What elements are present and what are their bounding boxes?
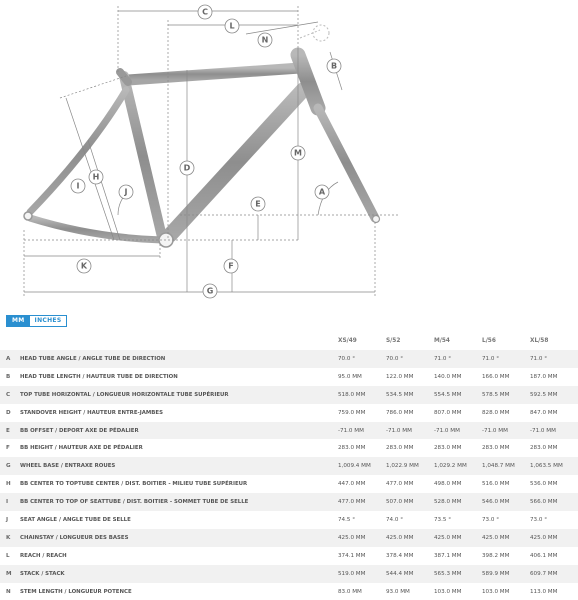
- unit-mm-button[interactable]: MM: [7, 316, 30, 326]
- row-value: 425.0 MM: [338, 529, 386, 547]
- table-header-row: [0, 332, 578, 350]
- row-measurement-name: STACK / STACK: [20, 565, 338, 583]
- row-value: 95.0 MM: [338, 368, 386, 386]
- row-value: 140.0 MM: [434, 368, 482, 386]
- svg-text:M: M: [294, 148, 302, 158]
- row-value: 578.5 MM: [482, 386, 530, 404]
- table-row: [0, 529, 578, 547]
- row-value: 283.0 MM: [386, 439, 434, 457]
- row-measurement-name: REACH / REACH: [20, 547, 338, 565]
- label-d: [180, 161, 194, 175]
- row-letter: E: [0, 422, 20, 440]
- label-e: [251, 197, 265, 211]
- label-c: [198, 5, 212, 19]
- row-value: 498.0 MM: [434, 475, 482, 493]
- label-n: [258, 33, 272, 47]
- row-value: 516.0 MM: [482, 475, 530, 493]
- rear-dropout: [24, 212, 32, 220]
- header-size: S/52: [386, 338, 401, 344]
- table-row: [0, 583, 578, 600]
- row-value: 566.0 MM: [530, 493, 578, 511]
- table-row: [0, 404, 578, 422]
- row-value: 519.0 MM: [338, 565, 386, 583]
- svg-text:C: C: [202, 7, 208, 17]
- row-letter: J: [0, 511, 20, 529]
- row-value: 477.0 MM: [338, 493, 386, 511]
- table-row: [0, 368, 578, 386]
- row-value: 166.0 MM: [482, 368, 530, 386]
- label-h: [89, 170, 103, 184]
- row-value: 554.5 MM: [434, 386, 482, 404]
- header-size: XL/58: [530, 338, 549, 344]
- row-measurement-name: STEM LENGTH / LONGUEUR POTENCE: [20, 583, 338, 600]
- header-size: XS/49: [338, 338, 357, 344]
- row-value: 93.0 MM: [386, 583, 434, 600]
- label-j: [119, 185, 133, 199]
- row-value: 71.0 °: [482, 350, 530, 368]
- header-name: [20, 332, 338, 350]
- row-measurement-name: CHAINSTAY / LONGUEUR DES BASES: [20, 529, 338, 547]
- header-size: L/56: [482, 338, 496, 344]
- svg-text:L: L: [229, 21, 235, 31]
- label-l: [225, 19, 239, 33]
- row-value: 546.0 MM: [482, 493, 530, 511]
- row-value: -71.0 MM: [530, 422, 578, 440]
- row-value: 122.0 MM: [386, 368, 434, 386]
- row-letter: B: [0, 368, 20, 386]
- row-letter: A: [0, 350, 20, 368]
- table-row: [0, 350, 578, 368]
- label-f: [224, 259, 238, 273]
- row-value: 425.0 MM: [530, 529, 578, 547]
- row-measurement-name: STANDOVER HEIGHT / HAUTEUR ENTRE-JAMBES: [20, 404, 338, 422]
- row-value: 374.1 MM: [338, 547, 386, 565]
- geometry-table: [0, 332, 578, 600]
- row-value: 1,048.7 MM: [482, 457, 530, 475]
- row-value: 74.0 °: [386, 511, 434, 529]
- row-value: 70.0 °: [386, 350, 434, 368]
- table-row: [0, 475, 578, 493]
- row-measurement-name: BB HEIGHT / HAUTEUR AXE DE PÉDALIER: [20, 439, 338, 457]
- row-value: -71.0 MM: [434, 422, 482, 440]
- row-value: 283.0 MM: [338, 439, 386, 457]
- row-letter: I: [0, 493, 20, 511]
- table-row: [0, 565, 578, 583]
- row-value: 398.2 MM: [482, 547, 530, 565]
- row-value: 406.1 MM: [530, 547, 578, 565]
- label-b: [327, 59, 341, 73]
- row-letter: F: [0, 439, 20, 457]
- row-letter: N: [0, 583, 20, 600]
- row-measurement-name: HEAD TUBE LENGTH / HAUTEUR TUBE DE DIRECTION: [20, 368, 338, 386]
- row-value: 103.0 MM: [434, 583, 482, 600]
- row-value: 536.0 MM: [530, 475, 578, 493]
- row-value: 83.0 MM: [338, 583, 386, 600]
- svg-text:N: N: [261, 35, 269, 45]
- row-letter: K: [0, 529, 20, 547]
- geometry-table-body: [0, 350, 578, 600]
- unit-toggle: [6, 315, 67, 327]
- label-k: [77, 259, 91, 273]
- row-value: 1,063.5 MM: [530, 457, 578, 475]
- row-value: 518.0 MM: [338, 386, 386, 404]
- row-letter: L: [0, 547, 20, 565]
- unit-inches-button[interactable]: INCHES: [30, 316, 67, 326]
- row-value: 759.0 MM: [338, 404, 386, 422]
- row-value: -71.0 MM: [338, 422, 386, 440]
- row-value: 74.5 °: [338, 511, 386, 529]
- header-letter: [0, 332, 20, 350]
- row-value: 1,029.2 MM: [434, 457, 482, 475]
- row-measurement-name: BB CENTER TO TOPTUBE CENTER / DIST. BOITIER - MILIEU TUBE SUPÉRIEUR: [20, 475, 338, 493]
- row-measurement-name: TOP TUBE HORIZONTAL / LONGUEUR HORIZONTALE TUBE SUPÉRIEUR: [20, 386, 338, 404]
- row-value: -71.0 MM: [482, 422, 530, 440]
- row-value: 113.0 MM: [530, 583, 578, 600]
- row-value: 565.3 MM: [434, 565, 482, 583]
- svg-text:E: E: [255, 199, 261, 209]
- row-value: 425.0 MM: [386, 529, 434, 547]
- row-measurement-name: SEAT ANGLE / ANGLE TUBE DE SELLE: [20, 511, 338, 529]
- svg-text:K: K: [80, 261, 88, 271]
- table-row: [0, 457, 578, 475]
- row-measurement-name: BB CENTER TO TOP OF SEATTUBE / DIST. BOITIER - SOMMET TUBE DE SELLE: [20, 493, 338, 511]
- svg-text:B: B: [330, 61, 338, 71]
- row-letter: H: [0, 475, 20, 493]
- row-value: 73.0 °: [530, 511, 578, 529]
- svg-text:A: A: [318, 187, 326, 197]
- row-value: 507.0 MM: [386, 493, 434, 511]
- row-value: 847.0 MM: [530, 404, 578, 422]
- svg-text:J: J: [124, 187, 128, 197]
- svg-text:H: H: [92, 172, 100, 182]
- label-g: [203, 284, 217, 298]
- table-row: [0, 493, 578, 511]
- header-size: M/54: [434, 338, 450, 344]
- handlebar-guide: [313, 25, 329, 41]
- front-dropout: [373, 216, 380, 223]
- row-measurement-name: WHEEL BASE / ENTRAXE ROUES: [20, 457, 338, 475]
- row-value: 786.0 MM: [386, 404, 434, 422]
- svg-text:F: F: [228, 261, 234, 271]
- row-measurement-name: BB OFFSET / DEPORT AXE DE PÉDALIER: [20, 422, 338, 440]
- row-value: 71.0 °: [434, 350, 482, 368]
- table-row: [0, 547, 578, 565]
- row-value: 425.0 MM: [482, 529, 530, 547]
- row-value: 103.0 MM: [482, 583, 530, 600]
- row-value: 589.9 MM: [482, 565, 530, 583]
- row-letter: D: [0, 404, 20, 422]
- row-value: 387.1 MM: [434, 547, 482, 565]
- row-letter: C: [0, 386, 20, 404]
- row-letter: M: [0, 565, 20, 583]
- svg-text:D: D: [183, 163, 191, 173]
- row-value: 425.0 MM: [434, 529, 482, 547]
- table-row: [0, 511, 578, 529]
- row-value: 544.4 MM: [386, 565, 434, 583]
- row-value: -71.0 MM: [386, 422, 434, 440]
- row-value: 73.0 °: [482, 511, 530, 529]
- row-measurement-name: HEAD TUBE ANGLE / ANGLE TUBE DE DIRECTION: [20, 350, 338, 368]
- table-row: [0, 386, 578, 404]
- row-value: 807.0 MM: [434, 404, 482, 422]
- row-value: 609.7 MM: [530, 565, 578, 583]
- row-letter: G: [0, 457, 20, 475]
- row-value: 71.0 °: [530, 350, 578, 368]
- row-value: 528.0 MM: [434, 493, 482, 511]
- row-value: 828.0 MM: [482, 404, 530, 422]
- row-value: 283.0 MM: [434, 439, 482, 457]
- row-value: 447.0 MM: [338, 475, 386, 493]
- label-i: [71, 179, 85, 193]
- row-value: 283.0 MM: [530, 439, 578, 457]
- svg-text:G: G: [206, 286, 214, 296]
- row-value: 73.5 °: [434, 511, 482, 529]
- row-value: 592.5 MM: [530, 386, 578, 404]
- row-value: 534.5 MM: [386, 386, 434, 404]
- row-value: 283.0 MM: [482, 439, 530, 457]
- row-value: 1,022.9 MM: [386, 457, 434, 475]
- label-m: [291, 146, 305, 160]
- table-row: [0, 439, 578, 457]
- row-value: 187.0 MM: [530, 368, 578, 386]
- stem-guide: [300, 30, 320, 38]
- label-a: [315, 185, 329, 199]
- row-value: 70.0 °: [338, 350, 386, 368]
- bike-frame: [30, 55, 375, 240]
- svg-text:I: I: [76, 181, 80, 191]
- table-row: [0, 422, 578, 440]
- row-value: 477.0 MM: [386, 475, 434, 493]
- row-value: 1,009.4 MM: [338, 457, 386, 475]
- row-value: 378.4 MM: [386, 547, 434, 565]
